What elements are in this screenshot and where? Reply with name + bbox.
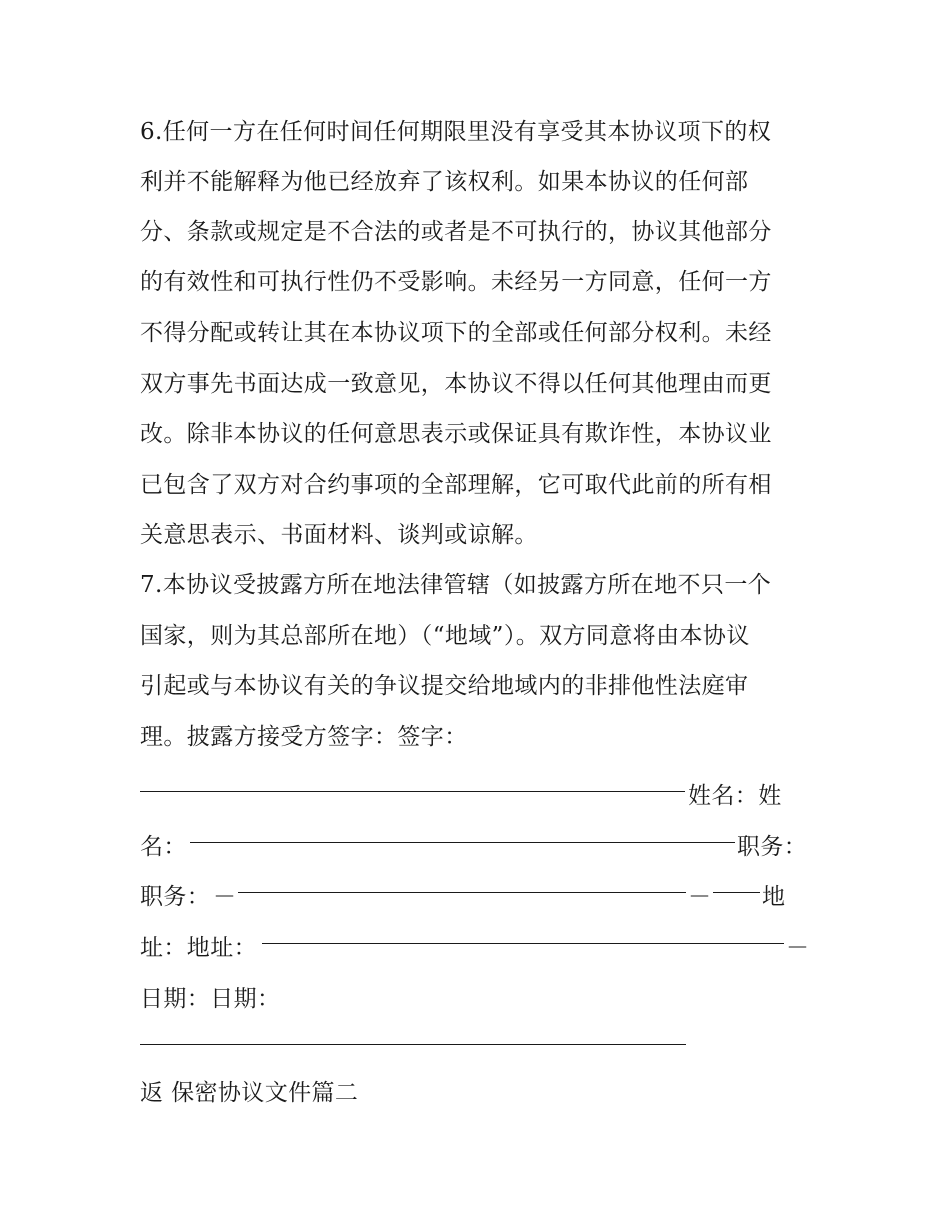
clause6-line-1: 6.任何一方在任何时间任何期限里没有享受其本协议项下的权 <box>140 119 772 145</box>
address-label: 地 <box>762 884 786 910</box>
clause6-line-4: 的有效性和可执行性仍不受影响。未经另一方同意，任何一方 <box>140 269 772 295</box>
clause6-line-8: 已包含了双方对合约事项的全部理解，它可取代此前的所有相 <box>140 472 772 498</box>
clause6-line-2: 利并不能解释为他已经放弃了该权利。如果本协议的任何部 <box>140 169 749 195</box>
name-line <box>190 842 735 843</box>
clause6-line-6: 双方事先书面达成一致意见，本协议不得以任何其他理由而更 <box>140 371 772 397</box>
clause7-line-2: 国家，则为其总部所在地）（“地域”）。双方同意将由本协议 <box>140 623 750 649</box>
signature-line <box>140 791 685 792</box>
clause7-line-4: 理。披露方接受方签字：签字： <box>140 724 468 750</box>
signature-row-3 <box>140 874 820 926</box>
title-label-2: 职务： <box>140 884 211 910</box>
footer-link[interactable]: 返 保密协议文件篇二 <box>140 1080 359 1106</box>
name-label-cont: 名： <box>140 834 187 860</box>
dash-2: － <box>688 884 712 910</box>
clause6-line-9: 关意思表示、书面材料、谈判或谅解。 <box>140 522 538 548</box>
dash-1: － <box>213 884 237 910</box>
signature-row-5 <box>140 976 820 1028</box>
title-line-short <box>713 892 760 893</box>
date-label: 日期：日期： <box>140 986 281 1012</box>
title-line <box>238 892 686 893</box>
clause6-line-3: 分、条款或规定是不合法的或者是不可执行的，协议其他部分 <box>140 219 772 245</box>
clause6-line-5: 不得分配或转让其在本协议项下的全部或任何部分权利。未经 <box>140 320 772 346</box>
title-label: 职务： <box>737 834 808 860</box>
date-line <box>140 1044 686 1045</box>
address-label-2: 址：地址： <box>140 935 257 961</box>
signature-row-1 <box>140 773 820 825</box>
name-label: 姓名：姓 <box>688 783 782 809</box>
clause6-line-7: 改。除非本协议的任何意思表示或保证具有欺诈性，本协议业 <box>140 421 772 447</box>
dash-3: － <box>786 935 810 961</box>
clause7-line-1: 7.本协议受披露方所在地法律管辖（如披露方所在地不只一个 <box>140 572 772 598</box>
signature-row-4 <box>140 925 820 977</box>
clause7-line-3: 引起或与本协议有关的争议提交给地域内的非排他性法庭审 <box>140 673 749 699</box>
address-line <box>262 943 784 944</box>
signature-row-2 <box>140 824 820 876</box>
